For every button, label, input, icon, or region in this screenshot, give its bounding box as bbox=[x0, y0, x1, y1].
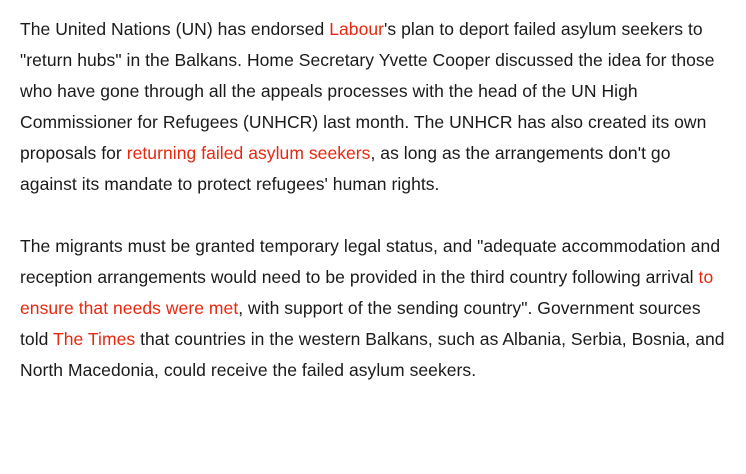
article-link[interactable]: Labour bbox=[329, 19, 385, 39]
article-text: that countries in the western Balkans, such as Albania, Serbia, Bosnia, and North Macedonia, could receive the failed asylum seekers. bbox=[20, 329, 725, 380]
article-text: , with support of the sending country". Government sources told bbox=[20, 298, 701, 349]
article-text: , as long as the arrangements don't go against its mandate to protect refugees' human rights. bbox=[20, 143, 671, 194]
paragraph-1 bbox=[20, 14, 726, 200]
paragraph-2 bbox=[20, 231, 726, 386]
article-link[interactable]: returning failed asylum seekers bbox=[126, 143, 371, 163]
article-link[interactable]: The Times bbox=[53, 329, 136, 349]
article-text: The migrants must be granted temporary legal status, and "adequate accommodation and reception arrangements would need to be provided in the third country following arrival bbox=[20, 236, 721, 287]
article-link[interactable]: to ensure that needs were met bbox=[20, 267, 714, 318]
article-text: The United Nations (UN) has endorsed bbox=[20, 19, 330, 39]
article-text: 's plan to deport failed asylum seekers to "return hubs" in the Balkans. Home Secretary Yvette Cooper discussed the idea for those who have gone through all the appeals processes with the head of the UN High Commissioner for Refugees (UNHCR) last month. The UNHCR has also created its own proposals for bbox=[20, 19, 715, 163]
